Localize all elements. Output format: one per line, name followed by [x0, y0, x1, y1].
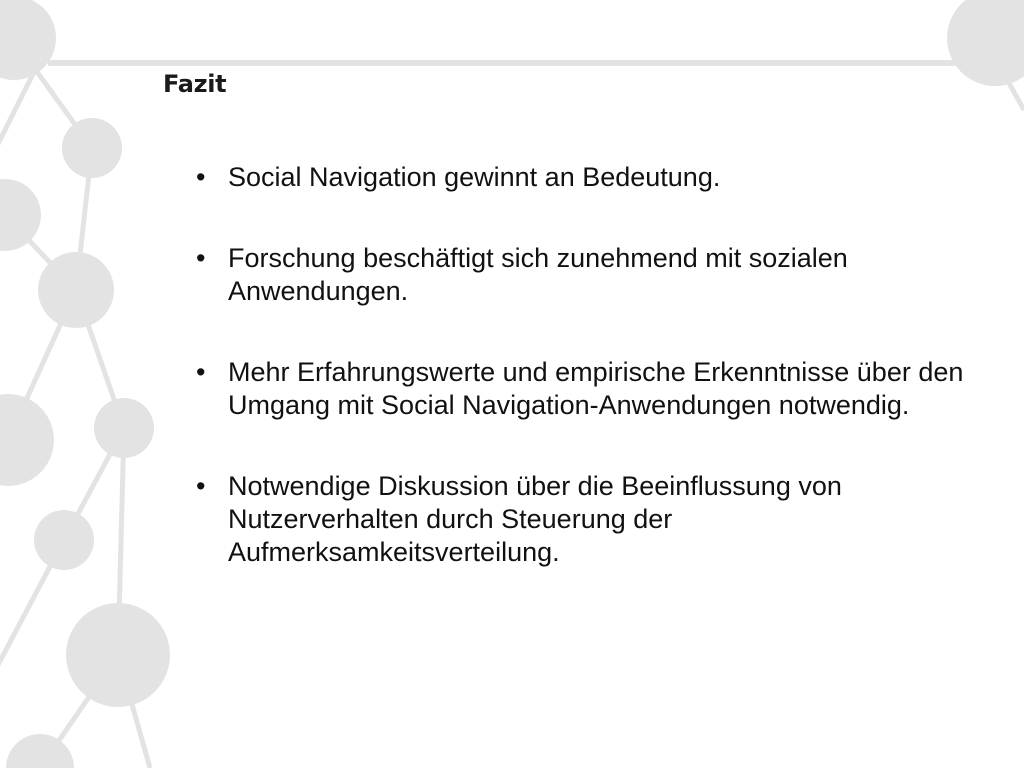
- bullet-glyph: •: [196, 471, 206, 501]
- bullet-glyph: •: [196, 162, 206, 192]
- bullet-text: Forschung beschäftigt sich zunehmend mit sozialen Anwendungen.: [228, 243, 848, 306]
- title-divider: [48, 60, 1024, 66]
- bullet-text: Social Navigation gewinnt an Bedeutung.: [228, 162, 721, 192]
- bullet-glyph: •: [196, 243, 206, 273]
- bullet-text: Mehr Erfahrungswerte und empirische Erkenntnisse über den Umgang mit Social Navigation-Anwendungen notwendig.: [228, 357, 964, 420]
- bullet-item: [196, 161, 996, 194]
- bullet-item: [196, 356, 996, 422]
- slide-title: Fazit: [163, 70, 227, 98]
- bullet-text: Notwendige Diskussion über die Beeinflussung von Nutzerverhalten durch Steuerung der Aufmerksamkeitsverteilung.: [228, 471, 842, 567]
- bullet-glyph: •: [196, 357, 206, 387]
- bullet-item: [196, 470, 996, 569]
- bullet-item: [196, 242, 996, 308]
- bullet-list: [196, 161, 996, 569]
